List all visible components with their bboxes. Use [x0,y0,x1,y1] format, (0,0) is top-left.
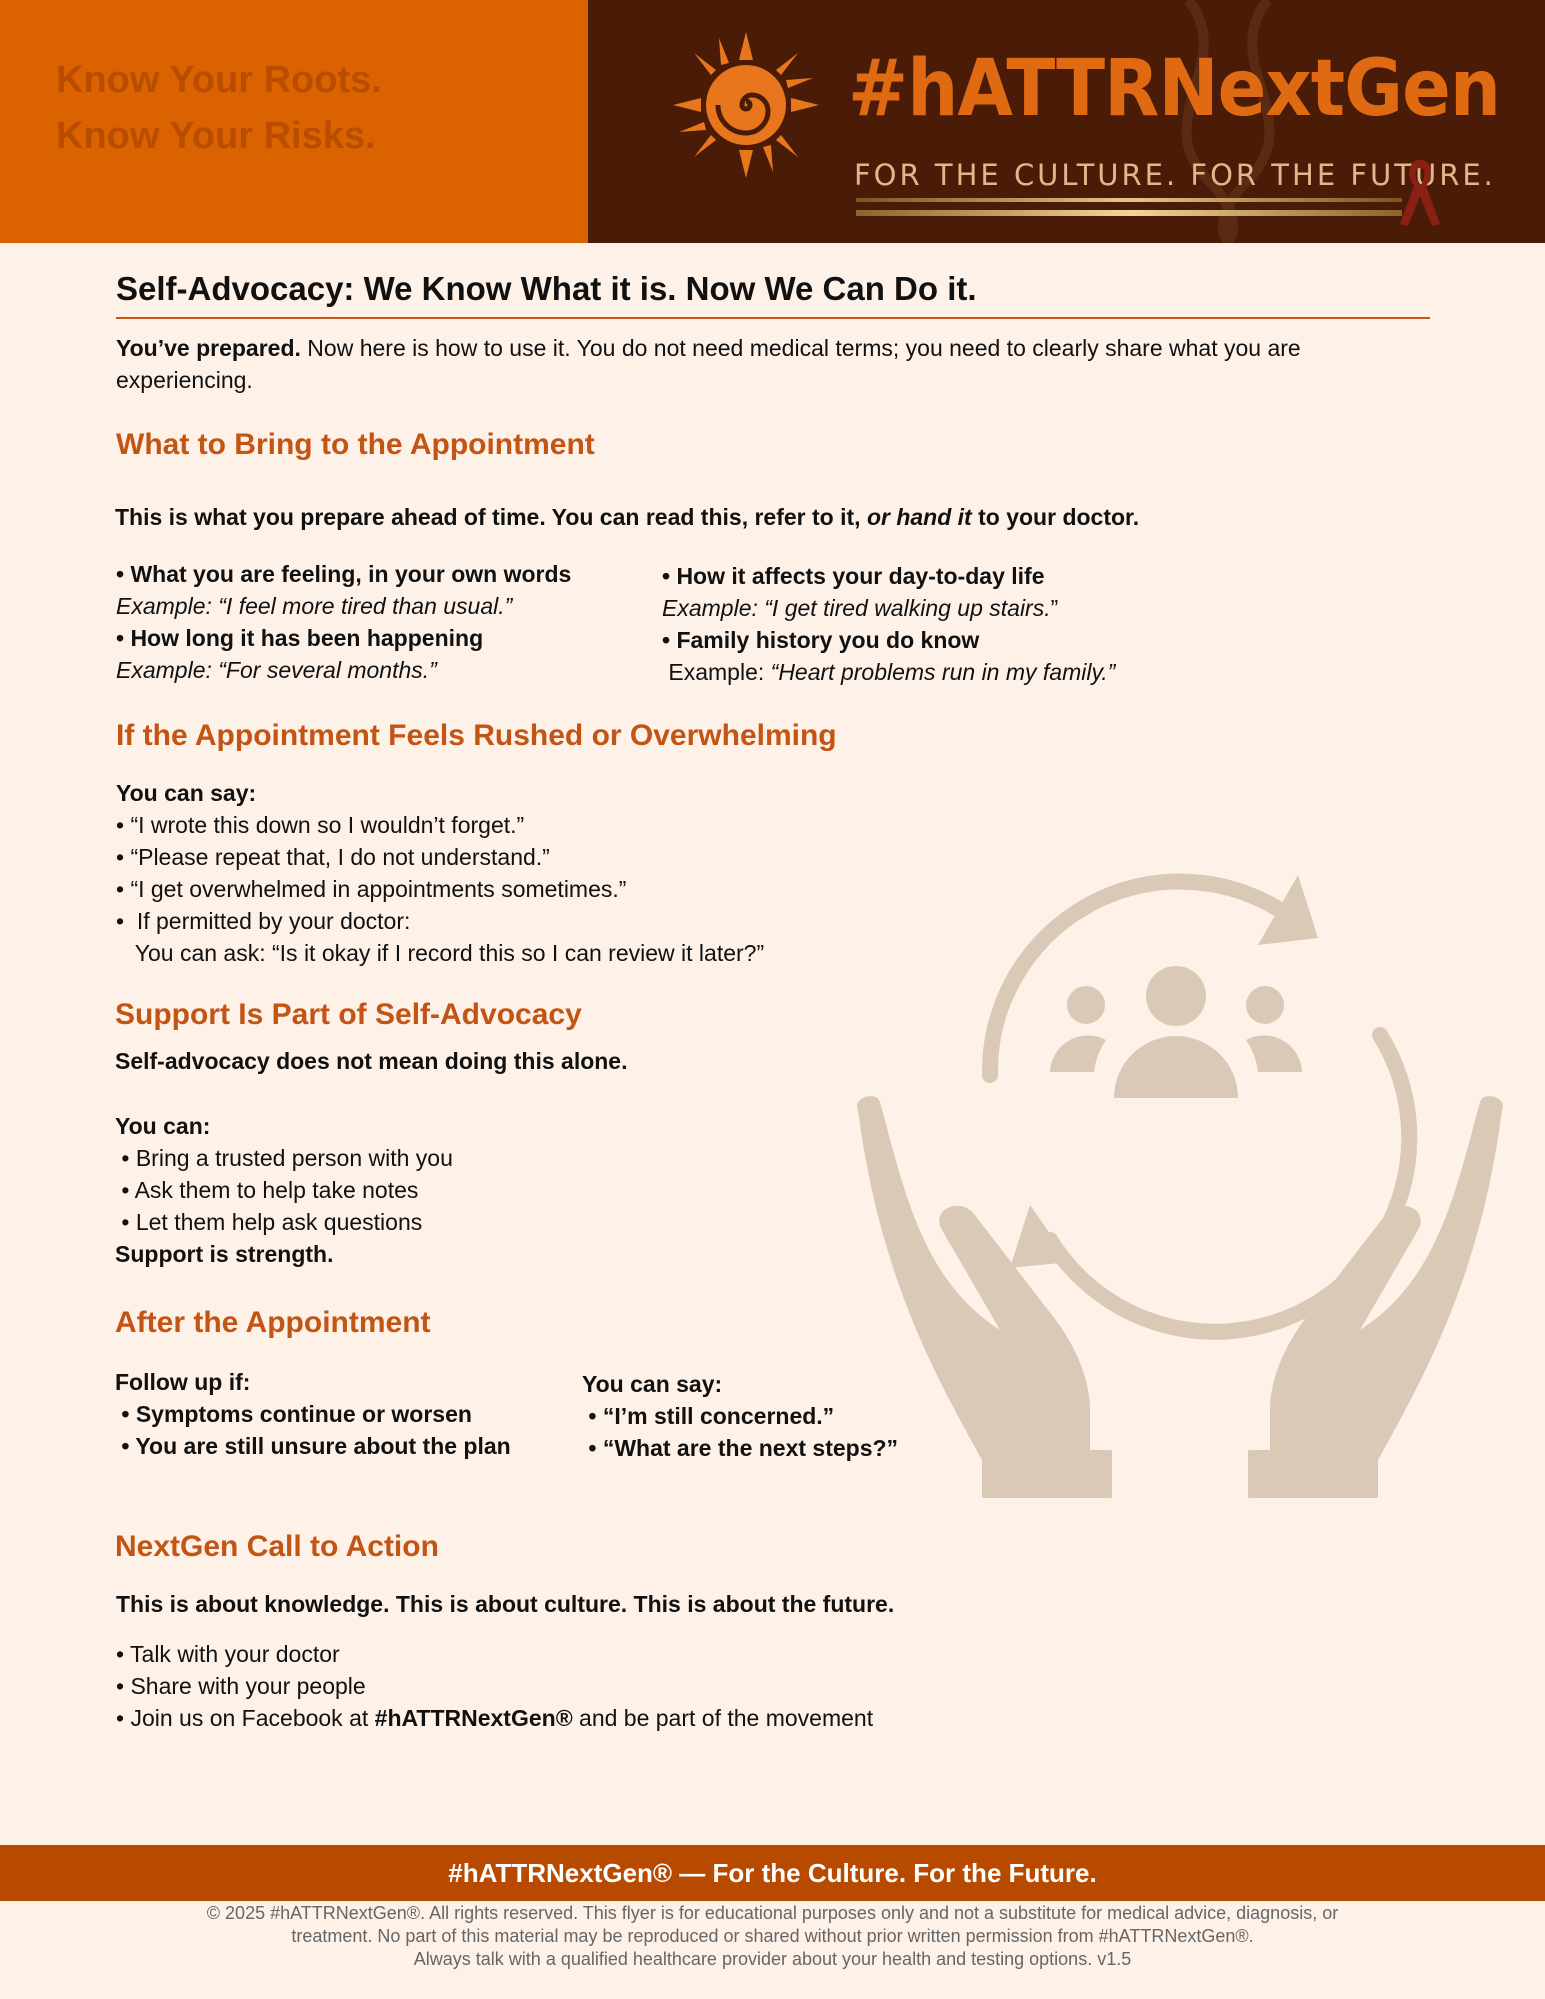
section-heading-rushed: If the Appointment Feels Rushed or Overwhelming [116,719,837,752]
cta-fb-a: • Join us on Facebook at [116,1705,375,1731]
section-heading-after: After the Appointment [115,1306,431,1339]
rushed-item: • “I wrote this down so I wouldn’t forget.” [116,812,525,838]
after-say-item: • “What are the next steps?” [582,1435,899,1461]
rushed-item: • “Please repeat that, I do not understand.” [116,844,550,870]
bring-subheading [115,501,1139,533]
header-slogan [56,52,382,164]
footer-disclaimer [0,1902,1545,1971]
cta-item: • Share with your people [116,1673,366,1699]
section-heading-cta: NextGen Call to Action [115,1530,439,1563]
cta-fb-c: and be part of the movement [572,1705,874,1731]
footer-bar: #hATTRNextGen® — For the Culture. For the Future. [0,1845,1545,1901]
gold-rule-1 [856,198,1402,202]
after-say-label: You can say: [582,1371,723,1397]
awareness-ribbon-icon [1398,152,1442,228]
bring-example-feeling: Example: “I feel more tired than usual.” [116,593,513,619]
support-item: • Bring a trusted person with you [115,1145,453,1171]
bring-example-daily-life [662,592,1115,624]
page-title: Self-Advocacy: We Know What it is. Now We Can Do it. [116,270,1430,319]
after-say-item: • “I’m still concerned.” [582,1403,835,1429]
disclaimer-line-1: © 2025 #hATTRNextGen®. All rights reserved. This flyer is for educational purposes only and not a substitute for medical advice, diagnosis, or [206,1903,1339,1923]
sun-spiral-logo-icon [671,30,821,180]
after-follow-item: • Symptoms continue or worsen [115,1401,472,1427]
brand-tagline: FOR THE CULTURE. FOR THE FUTURE. [854,158,1496,192]
disclaimer-line-2: treatment. No part of this material may be reproduced or shared without prior written permission from #hATTRNextGen®. [291,1926,1254,1946]
support-can-label: You can: [115,1113,211,1139]
support-item: • Let them help ask questions [115,1209,423,1235]
rushed-say-label: You can say: [116,780,257,806]
brand-name: #hATTRNextGen [848,44,1501,134]
header-banner [0,0,1545,243]
section-heading-bring: What to Bring to the Appointment [116,428,595,461]
bring-item-daily-life: • How it affects your day-to-day life [662,563,1045,589]
intro-lead: You’ve prepared. [116,335,301,361]
cta-item: • Talk with your doctor [116,1641,340,1667]
family-example-a: Example: [662,659,771,685]
support-closing: Support is strength. [115,1241,334,1267]
intro-paragraph [116,332,1430,396]
bring-item-feeling: • What you are feeling, in your own words [116,561,572,587]
bring-right-list [662,560,1115,688]
bring-sub-b: to your doctor. [971,504,1140,530]
bring-example-family-history [662,656,1115,688]
slogan-line-2: Know Your Risks. [56,115,376,157]
rushed-list [116,777,764,969]
slogan-line-1: Know Your Roots. [56,59,382,101]
bring-item-family-history: • Family history you do know [662,627,980,653]
after-follow-item: • You are still unsure about the plan [115,1433,511,1459]
daily-example-a: Example: “I get tired walking up stairs. [662,595,1051,621]
rushed-item: • If permitted by your doctor: [116,908,411,934]
bring-left-list [116,558,571,686]
bring-example-duration: Example: “For several months.” [116,657,437,683]
after-follow-label: Follow up if: [115,1369,251,1395]
support-hands-icon [850,850,1510,1500]
header-right-panel [588,0,1545,243]
cta-facebook-item [116,1702,873,1734]
intro-rest: Now here is how to use it. You do not need medical terms; you need to clearly share what you are experiencing. [116,335,1301,393]
cta-list [116,1638,873,1734]
gold-rule-2 [856,210,1402,216]
bring-sub-em: or hand it [866,504,972,530]
daily-example-b: ” [1050,595,1059,621]
section-heading-support: Support Is Part of Self-Advocacy [115,998,582,1031]
cta-fb-hashtag: #hATTRNextGen® [374,1705,573,1731]
rushed-item: • “I get overwhelmed in appointments sometimes.” [116,876,627,902]
rushed-item: You can ask: “Is it okay if I record this so I can review it later?” [116,940,765,966]
disclaimer-line-3: Always talk with a qualified healthcare provider about your health and testing options. v1.5 [413,1949,1132,1969]
bring-item-duration: • How long it has been happening [116,625,484,651]
family-example-b: “Heart problems run in my family.” [770,659,1116,685]
header-left-panel [0,0,588,243]
after-follow-list [115,1366,511,1462]
cta-lead: This is about knowledge. This is about culture. This is about the future. [116,1591,895,1617]
support-list [115,1110,453,1270]
bring-sub-a: This is what you prepare ahead of time. You can read this, refer to it, [115,504,867,530]
support-item: • Ask them to help take notes [115,1177,419,1203]
after-say-list [582,1368,898,1464]
support-lead: Self-advocacy does not mean doing this alone. [115,1048,628,1074]
